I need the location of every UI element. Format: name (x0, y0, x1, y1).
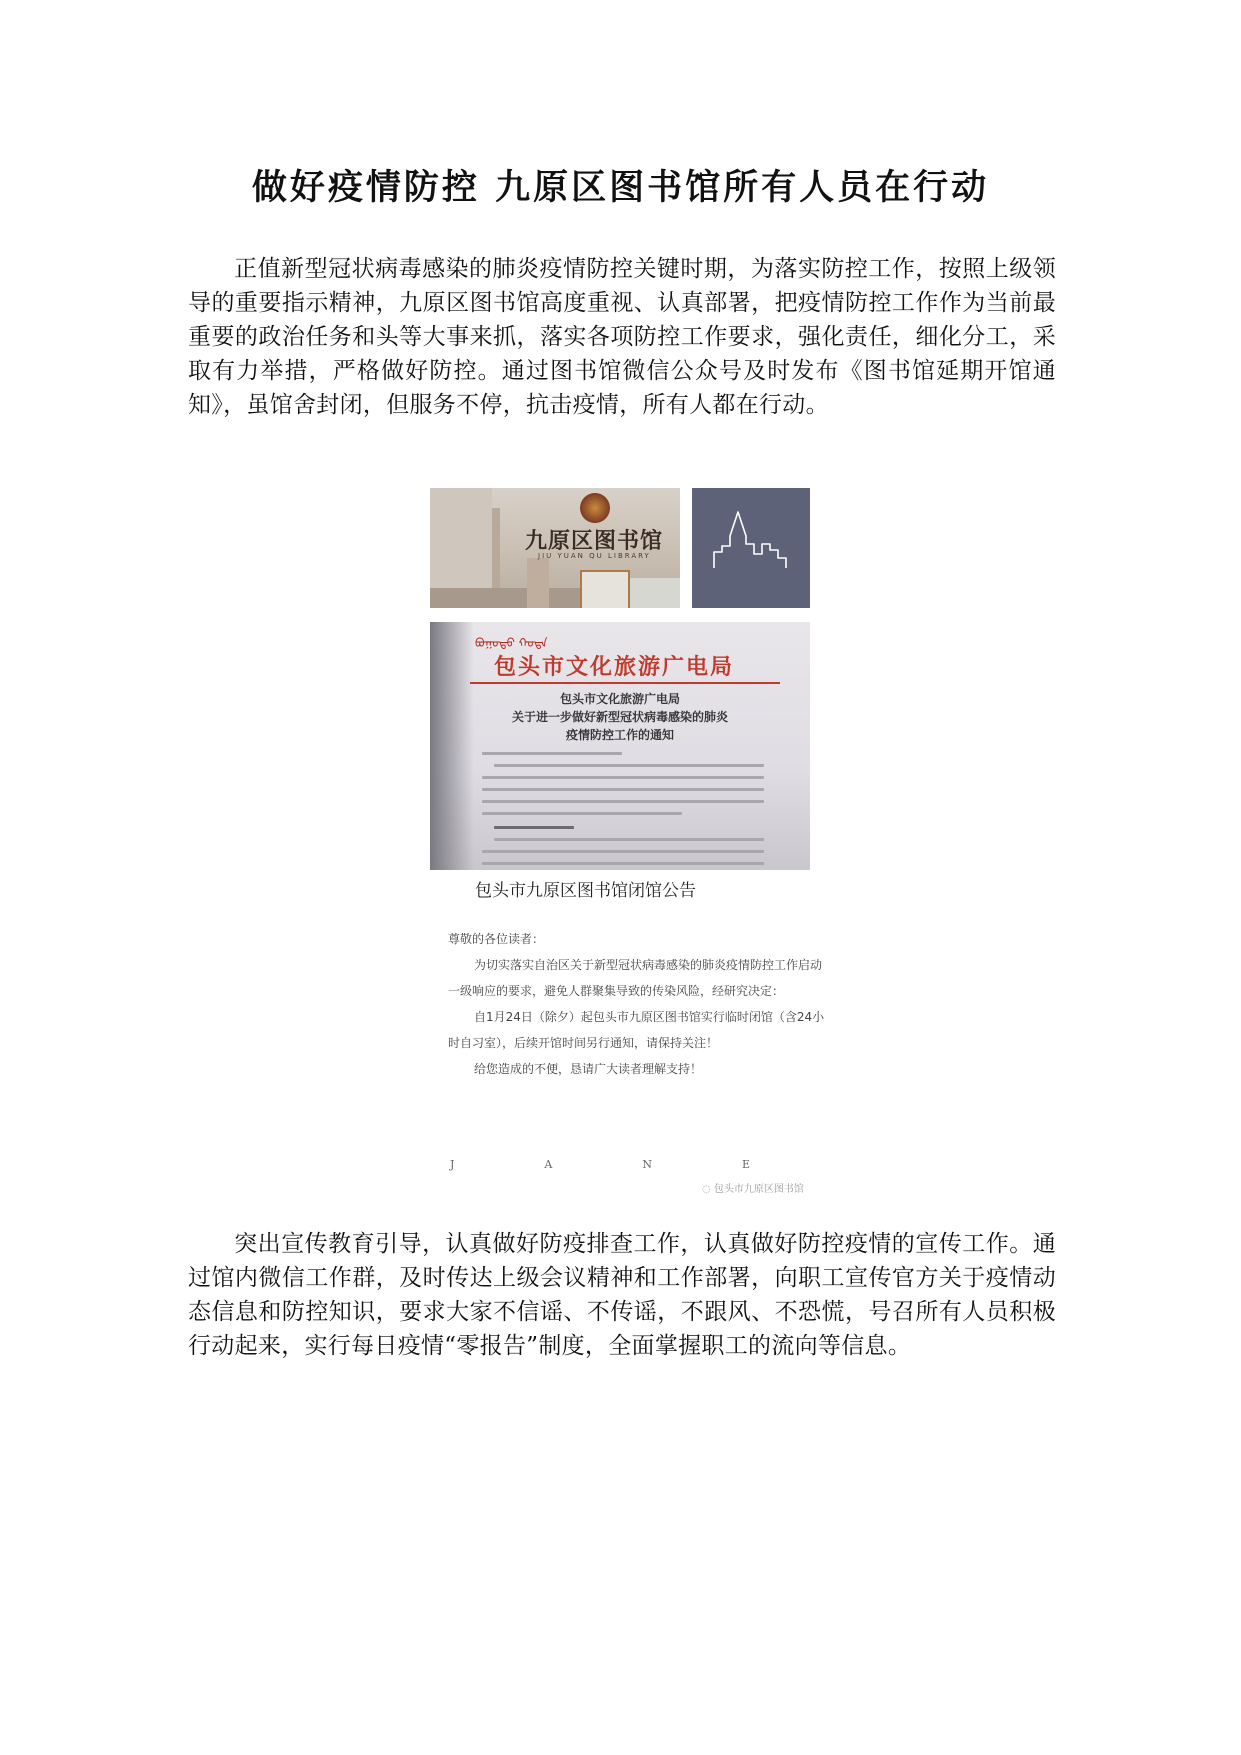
paragraph-publicity-text: 突出宣传教育引导，认真做好防疫排查工作，认真做好防控疫情的宣传工作。通过馆内微信工作群，及时传达上级会议精神和工作部署，向职工宣传官方关于疫情动态信息和防控知识，要求大家不信谣、不传谣，不跟风、不恐慌，号召所有人员积极行动起来，实行每日疫情“零报告”制度，全面掌握职工的流向等信息。 (188, 1231, 1056, 1359)
paragraph-intro-text: 正值新型冠状病毒感染的肺炎疫情防控关键时期，为落实防控工作，按照上级领导的重要指示精神，九原区图书馆高度重视、认真部署，把疫情防控工作作为当前最重要的政治任务和头等大事来抓，落实各项防控工作要求，强化责任，细化分工，采取有力举措，严格做好防控。通过图书馆微信公众号及时发布《图书馆延期开馆通知》，虽馆舍封闭，但服务不停，抗击疫情，所有人都在行动。 (188, 256, 1056, 418)
paragraph-intro (188, 252, 1056, 422)
notice-text-line (482, 862, 764, 865)
notice-text-line (482, 800, 764, 803)
closure-signature (450, 1158, 750, 1171)
notice-text-line (494, 826, 574, 829)
signature-letter: J (450, 1158, 455, 1171)
notice-text-line (494, 838, 764, 841)
library-logo (580, 493, 610, 523)
notice-header-rule (470, 682, 780, 684)
city-skyline-icon (692, 488, 810, 608)
library-sign-en: JIU YUAN QU LIBRARY (538, 552, 651, 560)
closure-body-2: 自1月24日（除夕）起包头市九原区图书馆实行临时闭馆（含24小时自习室），后续开馆时间另行通知，请保持关注！ (448, 1010, 825, 1050)
notice-board (580, 570, 630, 608)
notice-title-line-1: 包头市文化旅游广电局 (559, 692, 680, 706)
notice-text-line (482, 788, 764, 791)
closure-notice-title: 包头市九原区图书馆闭馆公告 (475, 881, 696, 901)
wechat-icon: ◌ (702, 1184, 714, 1195)
mongolian-script-header: ᠪᠣᠭᠣᠲᠣ ᠬᠣᠲᠠ (475, 636, 548, 650)
notice-text-line (482, 776, 764, 779)
closure-notice-body (448, 926, 828, 1082)
notice-text-line (494, 764, 764, 767)
signature-letter: N (642, 1158, 652, 1171)
signature-letter: E (741, 1158, 750, 1171)
library-sign: 九原区图书馆 (525, 528, 664, 554)
notice-text-line (482, 850, 764, 853)
notice-text-line (482, 752, 622, 755)
closure-notice-image (430, 870, 830, 1200)
info-board (630, 578, 680, 608)
notice-title-line-3: 疫情防控工作的通知 (565, 728, 674, 742)
notice-text-line (482, 812, 682, 815)
signature-letter: A (544, 1158, 553, 1171)
closure-body-1: 为切实落实自治区关于新型冠状病毒感染的肺炎疫情防控工作启动一级响应的要求，避免人群聚集导致的传染风险，经研究决定： (448, 958, 823, 998)
closure-salutation: 尊敬的各位读者： (448, 932, 545, 946)
bureau-notice-photo (430, 622, 810, 870)
wechat-watermark: ◌ 包头市九原区图书馆 (702, 1184, 804, 1195)
notice-header: 包头市文化旅游广电局 (494, 654, 735, 680)
city-skyline-tile (692, 488, 810, 608)
paragraph-publicity (188, 1227, 1056, 1363)
library-lobby-photo (430, 488, 680, 608)
closure-body-3: 给您造成的不便，恳请广大读者理解支持！ (474, 1062, 703, 1076)
page-title: 做好疫情防控 九原区图书馆所有人员在行动 (251, 167, 990, 208)
notice-title-line-2: 关于进一步做好新型冠状病毒感染的肺炎 (511, 710, 728, 724)
